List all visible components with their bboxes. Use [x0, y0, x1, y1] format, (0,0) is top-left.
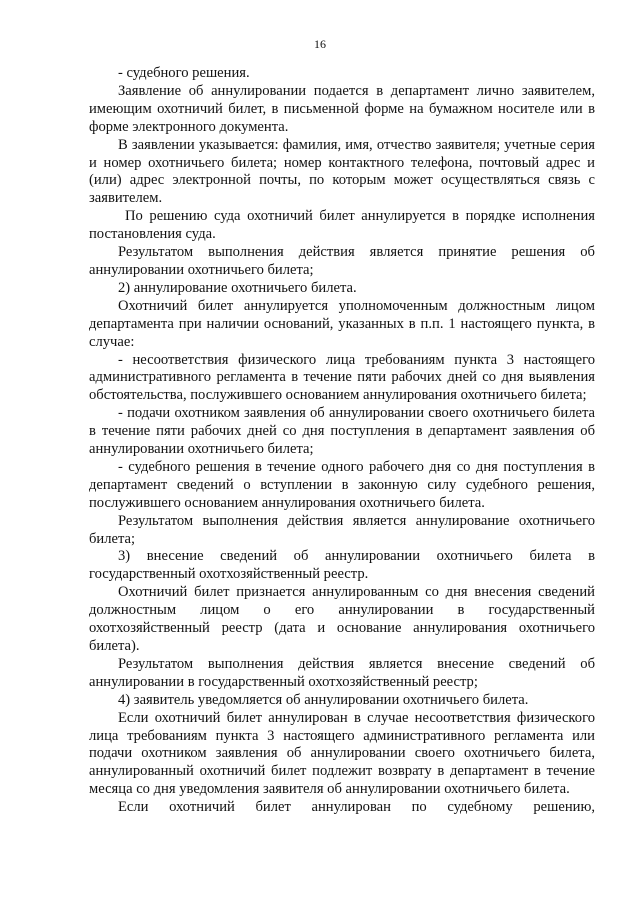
document-body: [89, 65, 595, 817]
paragraph: 4) заявитель уведомляется об аннулировании охотничьего билета.: [118, 691, 529, 708]
paragraph: Заявление об аннулировании подается в департамент лично заявителем, имеющим охотничий билет, в письменной форме на бумажном носителе или в форме электронного документа.: [89, 82, 595, 135]
paragraph: - несоответствия физического лица требованиям пункта 3 настоящего административного регламента в течение пяти рабочих дней со дня выявления обстоятельства, послужившего основанием аннулирования охотничьего билета;: [89, 351, 595, 404]
paragraph: Результатом выполнения действия является принятие решения об аннулировании охотничьего билета;: [89, 244, 595, 278]
paragraph: 2) аннулирование охотничьего билета.: [118, 279, 357, 296]
paragraph: - судебного решения в течение одного рабочего дня со дня поступления в департамент сведений о вступлении в законную силу судебного решения, послужившего основанием аннулирования охотничьего билета.: [89, 458, 595, 511]
paragraph: Охотничий билет аннулируется уполномоченным должностным лицом департамента при наличии оснований, указанных в п.п. 1 настоящего пункта, в случае:: [89, 297, 595, 350]
paragraph: Если охотничий билет аннулирован в случае несоответствия физического лица требованиям пункта 3 настоящего административного регламента или подачи охотником заявления об аннулировании своего охотничьего билета, аннулированный охотничий билет подлежит возврату в департамент в течение месяца со дня уведомления заявителя об аннулировании охотничьего билета.: [89, 709, 595, 798]
paragraph: Результатом выполнения действия является внесение сведений об аннулировании в государственный охотхозяйственный реестр;: [89, 655, 595, 690]
paragraph: В заявлении указывается: фамилия, имя, отчество заявителя; учетные серия и номер охотничьего билета; номер контактного телефона, почтовый адрес и (или) адрес электронной почты, по которым может осуществляться связь с заявителем.: [89, 136, 595, 207]
paragraph: Если охотничий билет аннулирован по судебному решению,: [118, 799, 595, 816]
paragraph: По решению суда охотничий билет аннулируется в порядке исполнения постановления суда.: [89, 208, 595, 243]
paragraph: - подачи охотником заявления об аннулировании своего охотничьего билета в течение пяти рабочих дней со дня поступления в департамент заявления об аннулировании охотничьего билета;: [89, 405, 595, 458]
page-number: 16: [314, 37, 326, 51]
paragraph: Охотничий билет признается аннулированным со дня внесения сведений должностным лицом о его аннулировании в государственный охотхозяйственный реестр (дата и основание аннулирования охотничьего билета).: [89, 584, 595, 654]
paragraph: - судебного решения.: [118, 65, 250, 81]
paragraph: 3) внесение сведений об аннулировании охотничьего билета в государственный охотхозяйственный реестр.: [89, 548, 595, 583]
paragraph: Результатом выполнения действия является аннулирование охотничьего билета;: [89, 512, 595, 547]
